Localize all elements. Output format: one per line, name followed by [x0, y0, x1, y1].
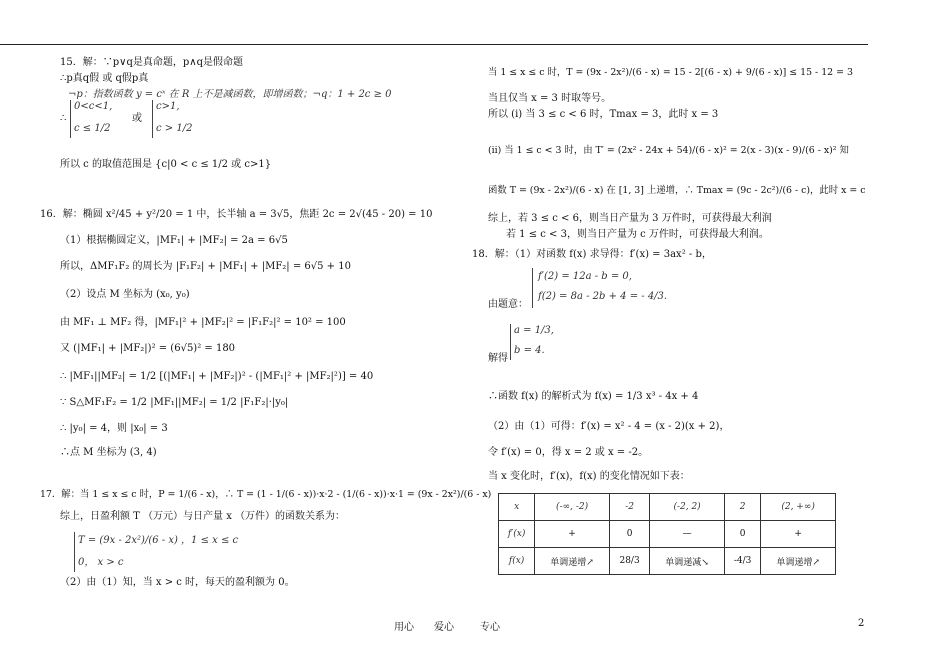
brace	[510, 324, 511, 360]
table-cell: f′(x)	[499, 521, 535, 548]
footer-text-b: 爱心	[434, 622, 454, 633]
p18-eq-a: f′(2) = 12a - b = 0,	[538, 271, 632, 282]
header-rule	[0, 44, 868, 45]
p15-line1: 15．解：∵p∨q是真命题，p∧q是假命题	[60, 57, 243, 68]
p18-line5: （2）由（1）可得：f′(x) = x² - 4 = (x - 2)(x + 2)，	[488, 421, 730, 432]
p17-right3: 所以 (i) 当 3 ≤ c < 6 时，Tmax = 3，此时 x = 3	[488, 109, 719, 120]
p18-sol-a: a = 1/3,	[514, 325, 554, 336]
p17-right1: 当 1 ≤ x ≤ c 时，T = (9x - 2x²)/(6 - x) = 15 - 2[(6 - x) + 9/(6 - x)] ≤ 15 - 12 = 3	[488, 67, 853, 78]
p16-line10: ∴点 M 坐标为 (3, 4)	[60, 447, 157, 458]
therefore-symbol: ∴	[60, 113, 67, 124]
p17-right6: 综上，若 3 ≤ c < 6，则当日产量为 3 万件时，可获得最大利润	[488, 213, 772, 224]
table-cell: 单调递增↗	[761, 548, 836, 575]
table-cell: 28/3	[609, 548, 649, 575]
p16-line1: 16．解：椭圆 x²/45 + y²/20 = 1 中，长半轴 a = 3√5，焦距 2c = 2√(45 - 20) = 10	[40, 209, 433, 220]
p15-line5: 所以 c 的取值范围是 {c|0 < c ≤ 1/2 或 c>1}	[60, 159, 272, 170]
p17-right7: 若 1 ≤ c < 3，则当日产量为 c 万件时，可获得最大利润。	[506, 229, 769, 240]
table-cell: 2	[724, 494, 760, 521]
table-cell: —	[650, 521, 725, 548]
table-cell: 0	[724, 521, 760, 548]
brace	[152, 100, 153, 138]
p16-line3: 所以，ΔMF₁F₂ 的周长为 |F₁F₂| + |MF₁| + |MF₂| = 6√5 + 10	[60, 261, 351, 272]
p18-line6: 令 f′(x) = 0，得 x = 2 或 x = -2。	[488, 447, 649, 458]
p17-right4: (ii) 当 1 ≤ c < 3 时，由 T′ = (2x² - 24x + 54)/(6 - x)² = 2(x - 3)(x - 9)/(6 - x)² 知	[488, 145, 849, 156]
p18-solve-label: 解得	[488, 353, 508, 364]
brace	[74, 532, 75, 572]
footer-text-a: 用心	[394, 622, 414, 633]
table-cell: (2, +∞)	[761, 494, 836, 521]
p18-eq-b: f(2) = 8a - 2b + 4 = - 4/3.	[538, 291, 668, 302]
footer-text-c: 专心	[480, 622, 500, 633]
p16-line5: 由 MF₁ ⊥ MF₂ 得，|MF₁|² + |MF₂|² = |F₁F₂|² = 10² = 100	[60, 317, 346, 328]
p15-case-d: c > 1/2	[156, 123, 193, 134]
table-cell: x	[499, 494, 535, 521]
p15-or: 或	[132, 113, 142, 124]
p16-line6: 又 (|MF₁| + |MF₂|)² = (6√5)² = 180	[60, 343, 236, 354]
table-cell: 单调递增↗	[535, 548, 610, 575]
p18-line4: ∴函数 f(x) 的解析式为 f(x) = 1/3 x³ - 4x + 4	[488, 391, 699, 402]
brace	[532, 268, 533, 308]
table-row	[499, 548, 836, 575]
p16-line8: ∵ S△MF₁F₂ = 1/2 |MF₁||MF₂| = 1/2 |F₁F₂|·|y₀|	[60, 397, 289, 408]
table-cell: -4/3	[724, 548, 760, 575]
table-cell: -2	[609, 494, 649, 521]
p16-line4: （2）设点 M 坐标为 (x₀, y₀)	[60, 289, 190, 300]
p18-given-label: 由题意：	[488, 299, 528, 310]
p15-case-b: c ≤ 1/2	[74, 123, 111, 134]
p15-case-a: 0<c<1,	[74, 101, 113, 112]
table-cell: (-∞, -2)	[535, 494, 610, 521]
p16-line2: （1）根据椭圆定义，|MF₁| + |MF₂| = 2a = 6√5	[60, 235, 288, 246]
p17-line2: 综上，日盈利额 T （万元）与日产量 x （万件）的函数关系为：	[60, 511, 346, 522]
p15-case-c: c>1,	[156, 101, 180, 112]
table-cell: 0	[609, 521, 649, 548]
p17-right2: 当且仅当 x = 3 时取等号。	[488, 93, 612, 104]
page-number: 2	[858, 618, 865, 629]
p18-sol-b: b = 4.	[514, 345, 545, 356]
p16-line9: ∴ |y₀| = 4，则 |x₀| = 3	[60, 423, 168, 434]
p15-line3: ¬p：指数函数 y = cˣ 在 R 上不是减函数，即增函数；¬q：1 + 2c ≥ 0	[68, 89, 392, 100]
p18-line7: 当 x 变化时，f′(x)，f(x) 的变化情况如下表：	[488, 471, 690, 482]
p17-line1: 17．解：当 1 ≤ x ≤ c 时，P = 1/(6 - x)，∴ T = (1 - 1/(6 - x))·x·2 - (1/(6 - x))·x·1 = (9x - 2x²)/(6 - x)	[40, 489, 492, 500]
p17-case-a: T = (9x - 2x²)/(6 - x) ，1 ≤ x ≤ c	[78, 535, 239, 546]
p16-line7: ∴ |MF₁||MF₂| = 1/2 [(|MF₁| + |MF₂|)² - (|MF₁|² + |MF₂|²)] = 40	[60, 371, 374, 382]
p17-right5: 函数 T = (9x - 2x²)/(6 - x) 在 [1, 3] 上递增，∴ Tmax = (9c - 2c²)/(6 - c)，此时 x = c	[488, 185, 866, 196]
p17-line4: （2）由（1）知，当 x > c 时，每天的盈利额为 0。	[60, 577, 295, 588]
brace	[70, 100, 71, 138]
table-cell: +	[761, 521, 836, 548]
p17-case-b: 0， x > c	[78, 557, 124, 568]
table-cell: f(x)	[499, 548, 535, 575]
table-cell: 单调递减↘	[650, 548, 725, 575]
table-row	[499, 494, 836, 521]
p18-line1: 18．解：（1）对函数 f(x) 求导得：f′(x) = 3ax² - b，	[472, 249, 712, 260]
table-cell: (-2, 2)	[650, 494, 725, 521]
variation-table	[498, 493, 836, 575]
table-row	[499, 521, 836, 548]
p15-line2: ∴p真q假 或 q假p真	[60, 73, 149, 84]
table-cell: +	[535, 521, 610, 548]
